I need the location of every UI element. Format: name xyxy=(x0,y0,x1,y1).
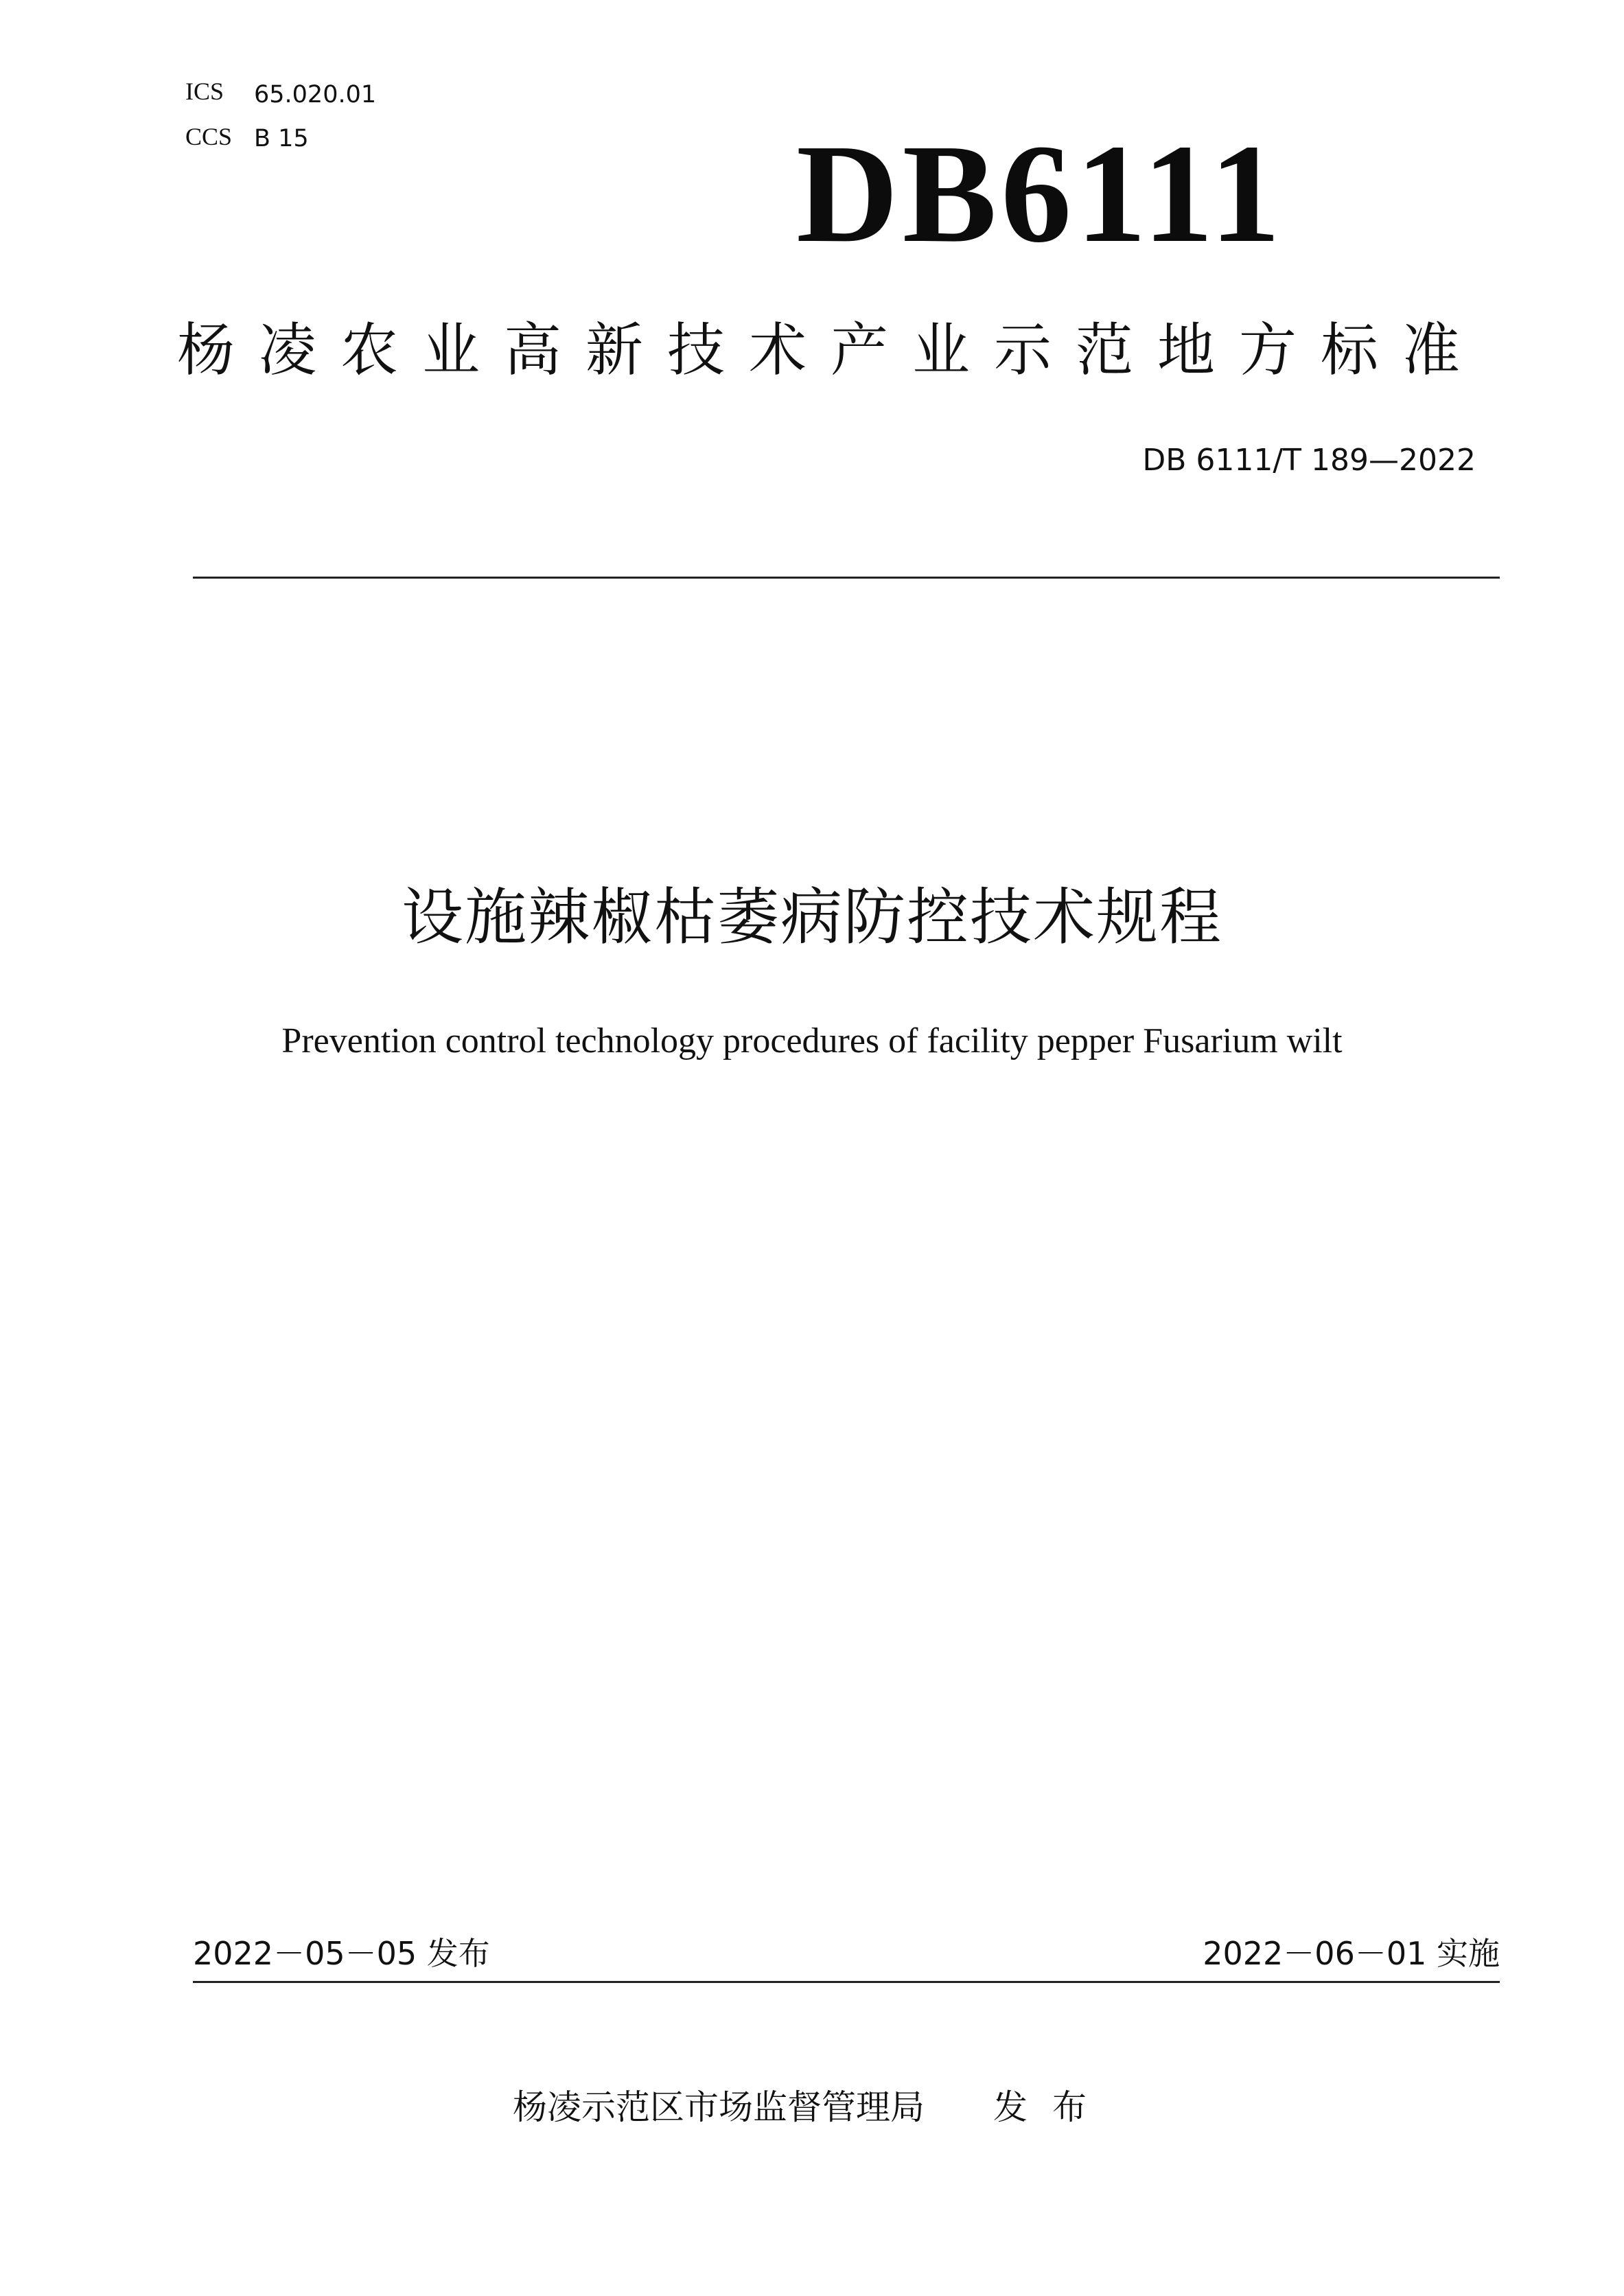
ccs-label: CCS xyxy=(185,123,233,150)
document-title-english: Prevention control technology procedures of facility pepper Fusarium wilt xyxy=(281,1021,1343,1060)
standard-number: DB 6111/T 189—2022 xyxy=(1142,443,1476,478)
publish-date: 2022－05－05 发布 xyxy=(193,1935,490,1972)
standard-category: 杨凌农业高新技术产业示范地方标准 xyxy=(177,316,1485,384)
top-divider xyxy=(193,577,1500,579)
ccs-code: B 15 xyxy=(254,125,309,152)
issuer-suffix: 发布 xyxy=(993,2087,1111,2127)
ics-label: ICS xyxy=(185,78,224,105)
issuer-name: 杨凌示范区市场监督管理局 xyxy=(513,2087,925,2127)
standard-logo: DB6111 xyxy=(796,115,1285,272)
bottom-divider xyxy=(193,1981,1500,1983)
effective-date: 2022－06－01 实施 xyxy=(1203,1935,1500,1972)
ics-code: 65.020.01 xyxy=(254,81,377,108)
issuer-line xyxy=(0,2085,1624,2129)
document-title-chinese: 设施辣椒枯萎病防控技术规程 xyxy=(402,881,1222,953)
